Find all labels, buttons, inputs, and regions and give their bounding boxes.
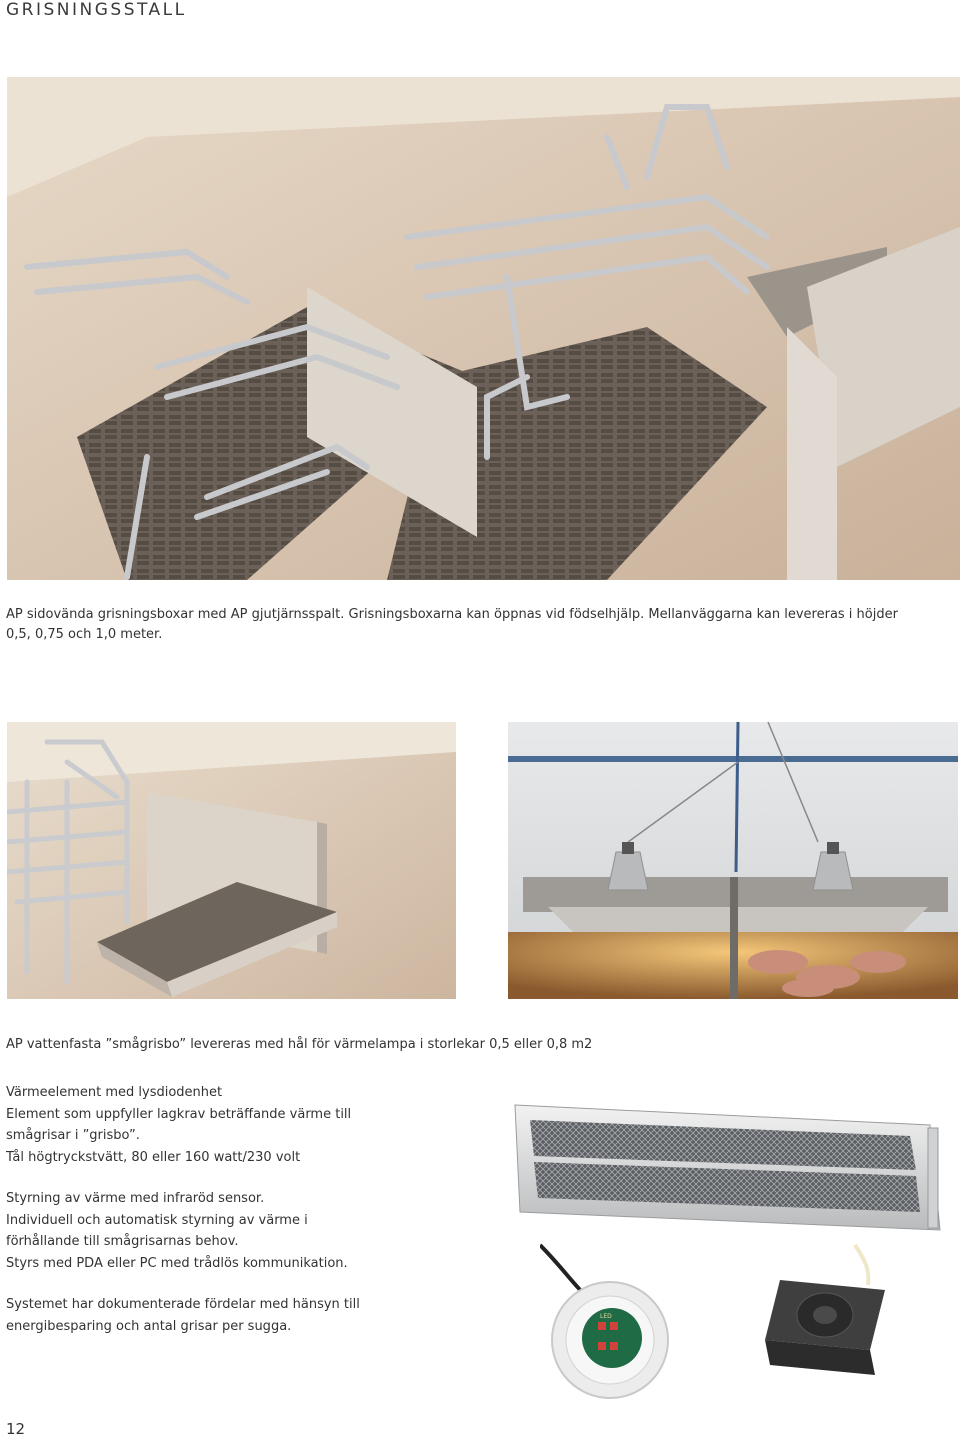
figure2-caption: AP vattenfasta ”smågrisbo” levereras med hål för värmelampa i storlekar 0,5 eller 0,8 m2	[6, 1037, 593, 1052]
figure1-caption-line2: 0,5, 0,75 och 1,0 meter.	[6, 627, 163, 642]
page-number: 12	[6, 1420, 26, 1438]
heater-line-1: Värmeelement med lysdiodenhet	[6, 1085, 223, 1100]
heater-line-4: Tål högtryckstvätt, 80 eller 160 watt/230 volt	[6, 1149, 301, 1165]
heat-lamp-photo	[508, 722, 958, 999]
heating-element-image	[510, 1100, 950, 1240]
sensor-line-4: Styrs med PDA eller PC med trådlös kommunikation.	[6, 1255, 348, 1271]
figure1-caption-line1: AP sidovända grisningsboxar med AP gjutjärnsspalt. Grisningsboxarna kan öppnas vid födselhjälp. Mellanväggarna kan levereras i höjder	[6, 607, 898, 622]
sensor-line-1: Styrning av värme med infraröd sensor.	[6, 1191, 265, 1206]
sensor-line-3: förhållande till smågrisarnas behov.	[6, 1234, 239, 1249]
farrowing-pens-image	[7, 77, 960, 580]
product-description	[6, 1082, 506, 1337]
heater-line-3: smågrisar i ”grisbo”.	[6, 1128, 140, 1143]
sensor-led-label: LED	[600, 1313, 612, 1320]
energy-line-1: Systemet har dokumenterade fördelar med hänsyn till	[6, 1297, 360, 1312]
piglet-box-image	[7, 722, 456, 999]
sensor-line-2: Individuell och automatisk styrning av värme i	[6, 1212, 308, 1228]
infrared-sensor-image	[540, 1240, 890, 1405]
section-header: GRISNINGSSTALL	[6, 0, 187, 20]
energy-line-2: energibesparing och antal grisar per sugga.	[6, 1318, 292, 1334]
heater-line-2: Element som uppfyller lagkrav beträffande värme till	[6, 1106, 352, 1122]
